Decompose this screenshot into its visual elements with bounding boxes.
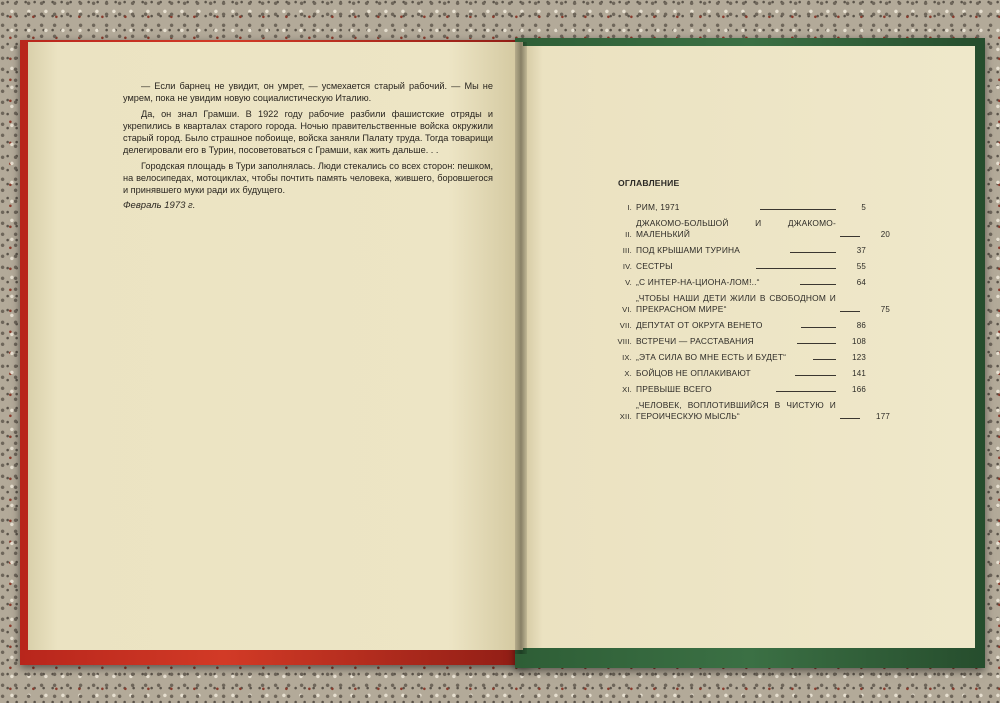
- toc-entry: [604, 320, 866, 331]
- toc-leader-line: [840, 311, 860, 312]
- table-of-contents: [604, 178, 890, 427]
- toc-entry-number: III.: [622, 246, 632, 255]
- toc-entry: [604, 218, 890, 240]
- toc-entry-number: IX.: [622, 353, 632, 362]
- toc-entries: [604, 202, 890, 422]
- toc-entry-number: I.: [627, 203, 632, 212]
- toc-leader-line: [800, 284, 836, 285]
- toc-entry-number: V.: [625, 278, 632, 287]
- toc-leader-line: [801, 327, 836, 328]
- toc-leader-line: [795, 375, 836, 376]
- toc-entry: [604, 384, 866, 395]
- left-page-text: [123, 80, 493, 216]
- paragraph: — Если барнец не увидит, он умрет, — усмехается старый рабочий. — Мы не умрем, пока не увидим новую социалистическую Италию.: [123, 81, 493, 103]
- toc-entry-title: СЕСТРЫ: [636, 261, 673, 271]
- toc-entry-page: 166: [852, 385, 866, 394]
- toc-entry-page: 55: [856, 262, 867, 271]
- book-gutter: [515, 42, 527, 654]
- toc-entry-number: VI.: [622, 305, 632, 314]
- toc-entry: [604, 245, 866, 256]
- toc-leader-line: [797, 343, 836, 344]
- toc-entry: [604, 277, 866, 288]
- toc-entry-page: 177: [876, 412, 890, 421]
- toc-entry-number: II.: [625, 230, 632, 239]
- toc-entry-title: ПОД КРЫШАМИ ТУРИНА: [636, 245, 741, 255]
- toc-entry: [604, 368, 866, 379]
- toc-entry: [604, 202, 866, 213]
- left-page: [28, 42, 523, 650]
- toc-entry-title: ДЖАКОМО-БОЛЬШОЙ И ДЖАКОМО-МАЛЕНЬКИЙ: [636, 218, 836, 239]
- toc-leader-line: [776, 391, 836, 392]
- toc-entry-title: ВСТРЕЧИ — РАССТАВАНИЯ: [636, 336, 754, 346]
- toc-leader-line: [790, 252, 836, 253]
- toc-entry-title: „С ИНТЕР-НА-ЦИОНА-ЛОМ!..“: [636, 277, 760, 287]
- toc-entry-number: IV.: [622, 262, 632, 271]
- toc-entry-title: ДЕПУТАТ ОТ ОКРУГА ВЕНЕТО: [636, 320, 763, 330]
- toc-entry-page: 86: [856, 321, 867, 330]
- date-line: Февраль 1973 г.: [123, 200, 196, 211]
- toc-entry-title: ПРЕВЫШЕ ВСЕГО: [636, 384, 712, 394]
- paragraph: Да, он знал Грамши. В 1922 году рабочие разбили фашистские отряды и укрепились в кварталах старого города. Ночью правительственные войска окружили старый город. Было страшное побоище, войска заняли Палату труда. Тогда товарищи делегировали его в Турин, посоветоваться с Грамши, как жить дальше. . .: [123, 109, 493, 155]
- toc-entry-title: РИМ, 1971: [636, 202, 680, 212]
- toc-entry-number: XI.: [622, 385, 632, 394]
- toc-entry-number: X.: [624, 369, 632, 378]
- toc-entry-page: 37: [856, 246, 866, 255]
- toc-entry-page: 64: [856, 278, 867, 287]
- toc-entry-page: 5: [861, 203, 867, 212]
- toc-leader-line: [840, 236, 860, 237]
- toc-entry-number: XII.: [619, 412, 632, 421]
- toc-entry-page: 123: [852, 353, 867, 362]
- toc-entry: [604, 336, 866, 347]
- toc-entry-title: „ЧТОБЫ НАШИ ДЕТИ ЖИЛИ В СВОБОДНОМ И ПРЕКРАСНОМ МИРЕ“: [636, 293, 836, 314]
- toc-entry: [604, 261, 866, 272]
- toc-title: ОГЛАВЛЕНИЕ: [618, 178, 680, 188]
- toc-entry-page: 75: [880, 305, 890, 314]
- toc-entry-title: „ЭТА СИЛА ВО МНЕ ЕСТЬ И БУДЕТ“: [636, 352, 787, 362]
- toc-entry: [604, 293, 890, 315]
- toc-entry-title: БОЙЦОВ НЕ ОПЛАКИВАЮТ: [636, 368, 751, 378]
- toc-leader-line: [813, 359, 836, 360]
- toc-entry-page: 20: [880, 230, 890, 239]
- toc-entry-title: „ЧЕЛОВЕК, ВОПЛОТИВШИЙСЯ В ЧИСТУЮ И ГЕРОИЧЕСКУЮ МЫСЛЬ“: [636, 400, 836, 421]
- toc-entry-number: VIII.: [617, 337, 632, 346]
- paragraph: Городская площадь в Тури заполнялась. Люди стекались со всех сторон: пешком, на велосипедах, мотоциклах, чтобы почтить память человека, жившего, боровшегося и принявшего муки ради их будущего.: [123, 161, 493, 195]
- toc-entry-page: 108: [852, 337, 866, 346]
- toc-entry-page: 141: [852, 369, 867, 378]
- toc-entry: [604, 352, 866, 363]
- toc-leader-line: [760, 209, 836, 210]
- toc-entry-number: VII.: [619, 321, 632, 330]
- toc-leader-line: [840, 418, 860, 419]
- toc-leader-line: [756, 268, 836, 269]
- toc-entry: [604, 400, 890, 422]
